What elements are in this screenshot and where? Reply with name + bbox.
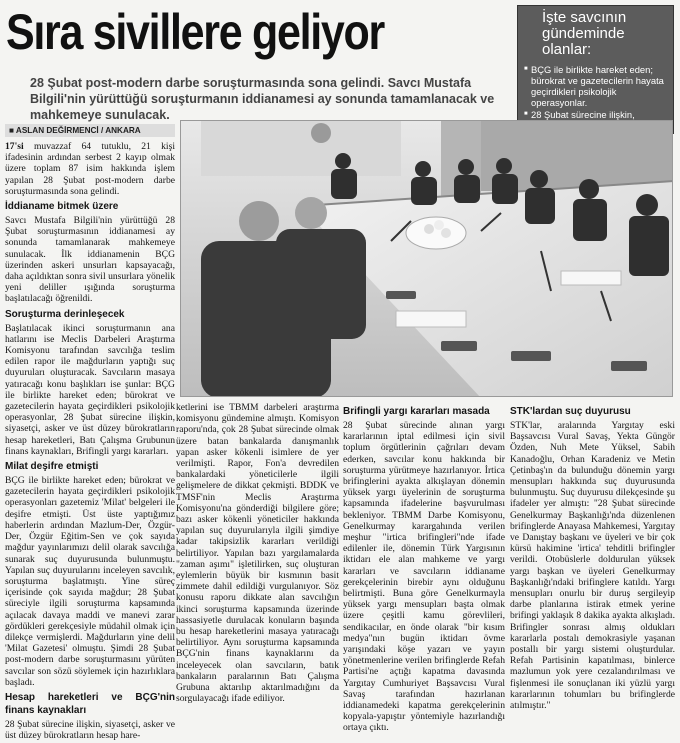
summary-item: ■ 28 Şubat sürecine ilişkin,: [524, 109, 667, 142]
summary-box: [517, 5, 674, 134]
meeting-photo: [180, 120, 673, 397]
paragraph: 28 Şubat sürecinde alınan yargı kararlarının iptal edilmesi için sivil toplum örgütlerinin çağrıları devam ederken, savcılar konu hakkında bir soruşturma yürütmeye hazırlanıyor. İrtica brifinglerini ayakta alkışlayan dönemin yüksek yargı üyelerinin de soruşturma kapsamında ifadelerine başvurulması bekleniyor. TBMM Darbe Komisyonu, Genelkurmay karargahında verilen meşhur "irtica brifingleri"nde ifade edilenler ile, dönemin Türk Yargısının iktidarı ele alan mahkeme ve yargı kararları ve savcıların iddianame gerekçelerinin birebir aynı olduğunu belirtmişti. Buna göre Genelkurmayla yüksek yargı mensupları başta olmak üzere çeşitli kamu görevlileri, sendikacılar, en önde olarak "bir kısım medya"nın bugün iktidarı övme yarışındaki köşe yazarı ve yayın yönetmenlerine verilen brifinglerde Refah Partisi'ne açtığı kapatma davasında Yargıtay Cumhuriyet Başsavcısı Vural Savaş tarafından hazırlanan iddianamedeki kapatma gerekçelerinin kopyala-yapıştır yöntemiyle hazırlandığı ortaya çıktı.: [343, 420, 505, 734]
summary-item: ■ BÇG ile birlikte hareket eden; bürokrat ve gazetecilerin hayata geçirdikleri psikolojik operasyonlar.: [524, 64, 667, 108]
subheading: Hesap hareketleri ve BÇG'nin finans kaynakları: [5, 691, 175, 716]
paragraph: Savcı Mustafa Bilgili'nin yürüttüğü 28 Şubat soruşturmasının iddianamesi ay sonunda tamamlanarak mahkemeye sunulacak. İlk iddianamenin BÇG üzerinden askeri unsurları kapsayacağı, daha açıldıktan sonra sivil unsurlara yönelik yeni deliller ışığında soruşturma başlatılacağı öğrenildi.: [5, 215, 175, 305]
paragraph: ketlerini ise TBMM darbeleri araştırma komisyonu gündemine almıştı. Komisyon raporu'nda, çok 28 Şubat sürecinde olmak üzere batan bankalarda danışmanlık yapan asker kökenli isimlere de yer verilmişti. Rapor, Fon'a devredilen bankalardaki yöneticilerle ilgili gelişmelere de dikkat çekmişti. BDDK ve TMSF'nin Meclis Araştırma Komisyonu'na gönderdiği bilgilere göre; bazı asker kökenli yöneticiler hakkında yapılan suç duyurularıyla ilgili şimdiye kadar takipsizlik kararları verildiği belirtiliyor. Yapılan bazı yargılamalarda "zaman aşımı" işletilirken, suç oluşturan eylemlerin büyük bir kısmının basit zimmete dahil edildiği vurgulanıyor. Söz konusu raporu dikkate alan savcılığın ikinci soruşturma kapsamında üzerinde hassasiyetle durulacak konuların başında bu hesap hareketlerini masaya yatıracağı belirtiliyor. Aynı soruşturma kapsamında BÇG'nin finans kaynaklarını da inceleyecek olan savcıların, batık bankaların paralarının Batı Çalışma Grubuna aktarılıp aktarılmadığını da sorgulayacağı ifade ediliyor.: [176, 402, 339, 705]
subheading: Milat deşifre etmişti: [5, 461, 99, 473]
paragraph: [5, 141, 175, 197]
lede-paragraph: 28 Şubat post-modern darbe soruşturmasında sona gelindi. Savcı Mustafa Bilgili'nin yürüttüğü soruşturmanın iddianamesi ay sonunda tamamlanacak ve mahkemeye sunulacak.: [30, 76, 495, 122]
paragraph-lead: 17'si: [5, 141, 24, 152]
byline-text: ASLAN DEĞİRMENCİ / ANKARA: [15, 126, 141, 135]
summary-title-line2: gündeminde olanlar:: [542, 25, 625, 58]
subheading: STK'lardan suç duyurusu: [510, 406, 631, 417]
article-column-4: [510, 402, 675, 713]
subheading: Brifingli yargı kararları masada: [343, 406, 490, 417]
subheading: Soruşturma derinleşecek: [5, 308, 125, 320]
paragraph-text: muvazzaf 64 tutuklu, 21 kişi ifadesinin ardından serbest 2 kayıp olmak üzere toplam 87 isim hakkında işlem yapılan 28 Şubat post-modern darbe soruşturmasında sona gelindi.: [5, 141, 175, 197]
paragraph: BÇG ile birlikte hareket eden; bürokrat ve gazetecilerin hayata geçirdikleri psikolojik operasyonları gazetemiz 'Milat' belgeleri ile deşifre etmişti. Üst üste yaptığımız haberlerin ardından Mazlum-Der, Özgür-Der, Özgür Eğitim-Sen ve çok sayıda mağdur yayınlarımızı delil olarak savcılığa sunarak suç duyurusunda bulunmuştu. Yapılan suç duyurularını inceleyen savcılık, soruşturma başlatmıştı. Yine süreç içerisinde çok sayıda mağdur; 28 Şubat süreciyle ilgili soruşturma kapsamında açılacak davaya maddi ve manevi zarar gördükleri gerekçesiyle müdahil olmak için dilekçe vermişlerdi. Mağdurların yine delil 'Milat Gazetesi' olmuştu. Şimdi 28 Şubat post-modern darbe soruşturmasını yürüten savcılar son sözü söylemek için hazırlıklara başladı.: [5, 475, 175, 688]
meeting-photo-illustration: [181, 121, 673, 397]
byline: ■ ASLAN DEĞİRMENCİ / ANKARA: [5, 124, 175, 137]
summary-title-line1: İşte savcının: [542, 9, 627, 26]
subheading: İddianame bitmek üzere: [5, 201, 119, 213]
summary-title: [524, 10, 667, 58]
paragraph: Başlatılacak ikinci soruşturmanın ana hatlarını ise Meclis Darbeleri Araştırma Komisyonu tarafından savcılığa teslim edilen rapor ile mağdurların yaptığı suç duyuruları oluşturacak. Savcıların masaya yatıracağı konu başlıkları ise şunlar: BÇG ile birlikte hareket eden; bürokrat ve gazetecilerin hayata geçirdikleri psikolojik operasyonlar, 28 Şubat sürecine ilişkin, siyasetçi, asker ve üst düzey bürokratların hesap hareketleri, Batı Çalışma Grubunun finans kaynakları, Brifingli yargı kararları.: [5, 322, 175, 457]
paragraph: 28 Şubat sürecine ilişkin, siyasetçi, asker ve üst düzey bürokratların hesap hare-: [5, 718, 175, 742]
article-column-2: [176, 402, 339, 706]
paragraph: STK'lar, aralarında Yargıtay eski Başsavcısı Vural Savaş, Yekta Güngör Özden, Nuh Mete Yüksel, Sabih Kanadoğlu, Orhan Karadeniz ve Metin Çetinbaş'ın da bulunduğu dönemin yargı mensupları hakkında suç duyurusunda bulunmuştu. Suç duyurusu dilekçesinde şu ifadeler yer almıştı: "28 Şubat sürecinde Genelkurmay Başkanlığı'nda düzenlenen brifinglerde Anayasa Mahkemesi, Yargıtay ve Danıştay başkanı ve üyeleri ve bir çok kürsü hakimine 'irtica' tehditli brifingler verildi. Otobüslerle doldurulan yüksek yargı başkan ve üyeleri Genelkurmay Başkanlığı'ndaki brifinglere katıldı. Yargı mensupları onurlu bir duruş sergileyip darbe planlarına istirak etmek yerine brifingi yaklaşık 8 dakika ayakta alkışladı. Brifingler sonrası almış oldukları kararlarla postalı demokrasiyle yaşanan postallı bir yargı sistemi oluşturdular. Refah Partisinin kapatılması, binlerce mazlumun yok yere cezalandırılması ve fişlenmesi ile sonuçlanan iki yüzlü yargı kararlarının tohumları bu brifinglerde atılmıştır.": [510, 420, 675, 712]
article-column-1: [5, 141, 175, 743]
headline: Sıra sivillere geliyor: [6, 4, 384, 60]
article-column-3: [343, 402, 505, 736]
